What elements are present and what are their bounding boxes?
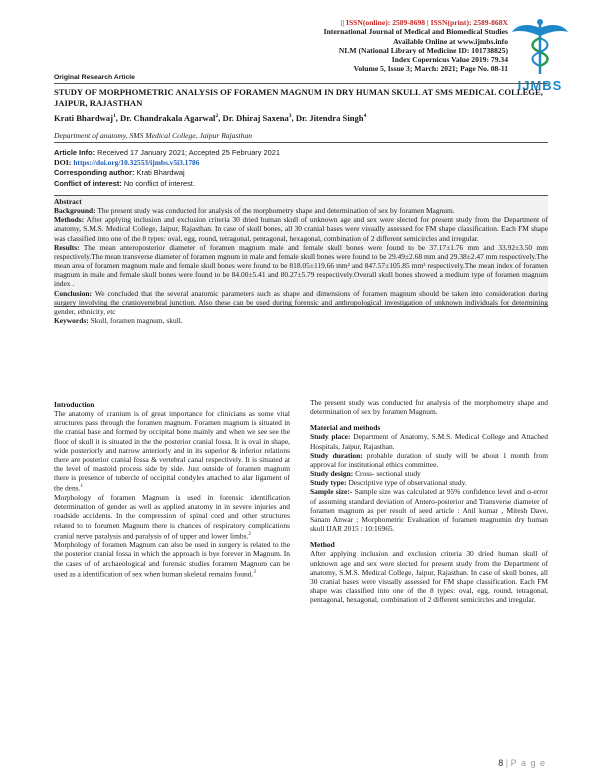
article-title: STUDY OF MORPHOMETRIC ANALYSIS OF FORAMEN MAGNUM IN DRY HUMAN SKULL AT SMS MEDICAL COLLEGE, JAIPUR, RAJASTHAN bbox=[54, 87, 543, 108]
intro-paragraph: Morphology of foramen Magnum is used in forensic identification determination of gender as well as applied anatomy in in severe injuries and roadside accidents. In the compression of spinal cord and other structures related to to forumen Magnum there is chances of respiratory complications cranial nerve paralysis and paralysis of of upper and lower limbs.$^2$ bbox=[54, 493, 290, 541]
doi-label: DOI: bbox=[54, 158, 72, 168]
logo-text: IJMBS bbox=[517, 78, 563, 93]
intro-paragraph: The anatomy of cranium is of great importance for clinicians as some vital structures pass through the foramen magnum. Foramen magnum is situated in the cranial base and formed by occipital bone mainly and when we see see the floor of skull it is situated in the the posterior cranial fossa. It is oval in shape, wide posteriorly and narrow anteriorly and in its superior & inferior relations there are posterior cranial fossa & vertebral canal respectively. It is situated at the level of mastoid process side by side. Just outside of foramen magnum there is presence of tubercle of occipital condyles attached to alar ligament of the dens.$^1$ bbox=[54, 409, 290, 493]
abstract-results: Results: The mean anteroposterior diameter of foramen magnum male and female skull bones were found to be 37.17±1.76 mm and 33.92±3.50 mm respectively.The mean transverse diameter of foramen mgnum in male and female skull bones were found to be 29.49±2.68 mm and 29.38±2.47 mm respectively.The mean area of foramen magnum male and female skull bones were found to be 818.05±119.66 mm² and 847.57±105.85 mm² respectively.The mean index of foramen magnum in male and female skull bones were found to be 84.00±5.41 and 80.27±5.79 respectively.Overall skull bones showed a medium type of foramen magnum index . bbox=[54, 242, 548, 289]
abstract-background: Background: The present study was conducted for analysis of the morphometry shape and determination of sex by foramen Magnum. bbox=[54, 206, 455, 216]
doi-link[interactable]: https://doi.org/10.32553/ijmbs.v5i3.1786 bbox=[73, 158, 200, 168]
journal-name: International Journal of Medical and Biomedical Studies bbox=[323, 27, 508, 37]
author-sup: 4 bbox=[363, 113, 367, 120]
info-text: Received 17 January 2021; Accepted 25 February 2021 bbox=[97, 148, 280, 157]
author-name: Dr. Chandrakala Agarwal bbox=[120, 113, 216, 123]
right-column bbox=[310, 398, 548, 604]
left-column bbox=[54, 400, 290, 578]
method-heading: Method bbox=[310, 540, 335, 550]
study-duration: Study duration: probable duration of study will be about 1 month from approval for institutional ethics committee. bbox=[310, 450, 549, 469]
author-name: Dr. Jitendra Singh bbox=[295, 113, 364, 123]
article-meta bbox=[54, 148, 548, 189]
department: Department of anatomy, SMS Medical College, Jaipur Rajasthan bbox=[54, 131, 253, 140]
volume-info: Volume 5, Issue 3; March: 2021; Page No. 08-11 bbox=[353, 64, 508, 74]
corr-text: Krati Bhardwaj bbox=[136, 168, 185, 178]
footer-separator: | bbox=[505, 758, 509, 768]
abstract-conclusion: Conclusion: We concluded that the several anatomic parameters such as shape and dimensions of foramen magnum should be taken into consideration during surgery involving the craniovertebral junction. Also these can be used during forensic and anthropological investigation of unknown individuals for determining gender, ethnicity, etc bbox=[54, 288, 549, 316]
author-sup: 1 bbox=[112, 113, 116, 120]
abstract-keywords: Keywords: Skull, foramen magnum, skull. bbox=[54, 316, 183, 326]
intro-heading: Introduction bbox=[54, 400, 95, 409]
info-label: Article Info: bbox=[54, 148, 96, 157]
article-type: Original Research Article bbox=[54, 74, 135, 81]
nlm-id: NLM (National Library of Medicine ID: 101738825) bbox=[338, 45, 508, 55]
caduceus-icon bbox=[510, 16, 570, 78]
study-type: Study type: Descriptive type of observational study. bbox=[310, 478, 467, 488]
author-list: Krati Bhardwaj$^1$, Dr. Chandrakala Agarwal$^2$, Dr. Dhiraj Saxena$^3$, Dr. Jitendra Singh$^4$ bbox=[54, 113, 367, 123]
study-place: Study place: Department of Anatomy, S.M.S. Medical College and Attached Hospitals, Jaipur, Rajasthan. bbox=[310, 432, 548, 451]
author-name: Dr. Dhiraj Saxena bbox=[222, 113, 289, 123]
study-design: Study design: Cross- sectional study bbox=[310, 469, 421, 479]
page-number: 8 bbox=[498, 758, 504, 768]
author-name: Krati Bhardwaj bbox=[54, 113, 113, 123]
materials-heading: Material and methods bbox=[310, 423, 381, 433]
corr-label: Corresponding author: bbox=[54, 168, 135, 178]
availability: Available Online at www.ijmbs.info bbox=[393, 36, 508, 46]
abstract-heading: Abstract bbox=[54, 197, 82, 206]
index-value: Index Copernicus Value 2019: 79.34 bbox=[391, 55, 508, 65]
conflict-text: No conflict of interest. bbox=[123, 178, 195, 188]
intro-paragraph: Morphology of foramen Magnum can also be used in surgery is related to the the posterior cranial fossa in which the approach is bye forever in Magnum. In the cases of of archaeological and forensic studies foramen Magnum can be used as a identification of sex when human skeletal remains found.$^3$ bbox=[54, 540, 290, 579]
sample-size: Sample size:- Sample size was calculated at 95% confidence level and α-error of assuming standard deviation of Antero-posterior and Transverse diameter of foramen magnum as per result of seed article : Anil kumar , Mitesh Dave, Sanam Anwar ; Morphometric Evaluation of foramen magnumin dry human skull IJAR 2015 : 10:16965. bbox=[310, 487, 548, 534]
conflict-label: Conflict of interest: bbox=[54, 178, 122, 188]
method-paragraph: After applying inclusion and exclusion criteria 30 dried human skull of unknown age and sex were slected for present study from the Department of anatomy, S.M.S. Medical College, Jaipur, Rajasthan. In case of skull bones, all 30 cranial bases were visually assessed for FM shape classification. Each FM shape was classified into one of the 8 types: oval, egg, round, tetragonal, pentagonal, hexagonal, combination of 2 different semicircles and irregular. bbox=[310, 549, 548, 605]
header-divider bbox=[54, 83, 548, 84]
aim-paragraph: The present study was conducted for analysis of the morphometry shape and determination of sex by foramen Magnum. bbox=[310, 398, 548, 417]
author-sup: 3 bbox=[288, 113, 292, 120]
journal-info: || ISSN(online): 2589-8698 | ISSN(print): 2589-868X International Journal of Medical and Biomedical Studies Available Online at www.ijmbs.info NLM (National Library of Medicine ID: 101738825) Index Copernicus Value 2019: 79.34 Volume 5, Issue 3; March: 2021; Page No. 08-11 bbox=[323, 18, 508, 74]
abstract bbox=[54, 197, 548, 325]
issn-line: ISSN(online): 2589-8698 | ISSN(print): 2589-868X bbox=[346, 18, 508, 27]
abstract-methods: Methods: After applying inclusion and exclusion criteria 30 dried human skull of unknown age and sex were slected for present study from the Department of anatomy, S.M.S. Medical College, Jaipur, Rajasthan. In case of skull bones, all 30 cranial bases were visually assessed for FM shape classification. Each FM shape was classified into one of the 8 types: oval, egg, round, tetragonal, pentagonal, hexagonal, combination of 2 different semicircles and irregular. bbox=[54, 215, 548, 243]
author-sup: 2 bbox=[215, 113, 219, 120]
section-divider bbox=[54, 142, 548, 143]
page-footer bbox=[498, 758, 546, 768]
page-word: P a g e bbox=[510, 758, 546, 768]
